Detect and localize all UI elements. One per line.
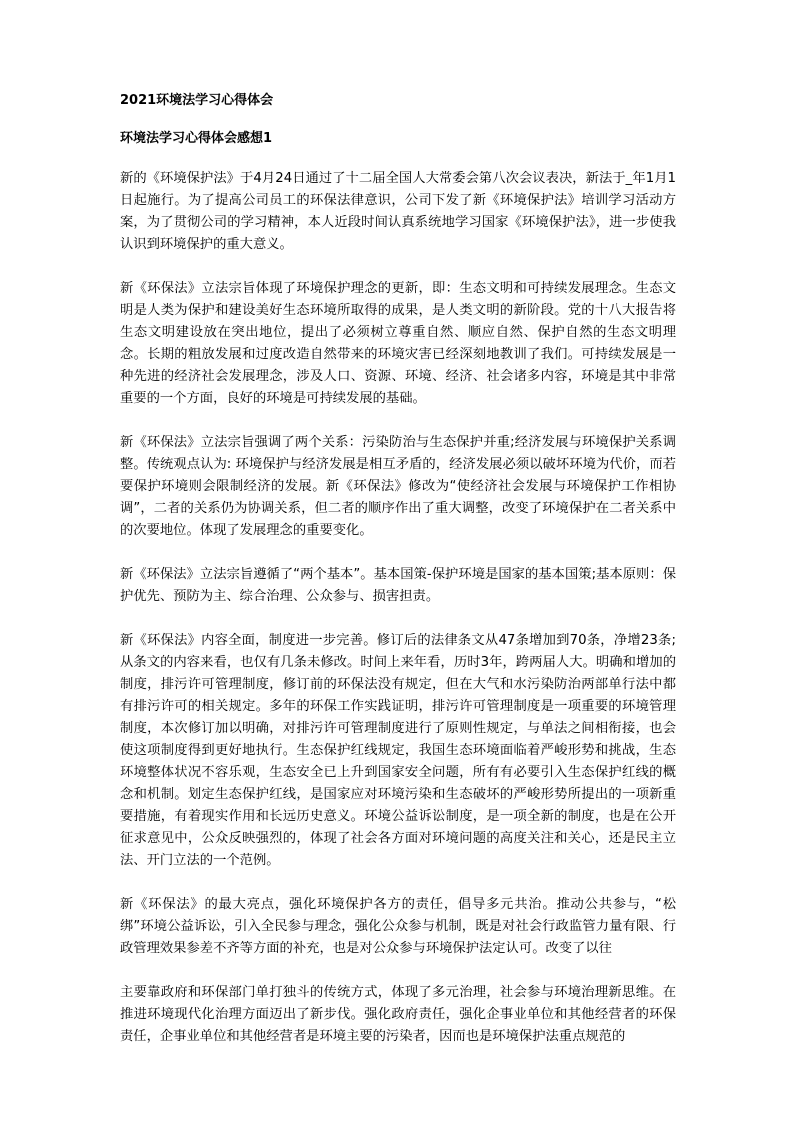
paragraph-6: 新《环保法》的最大亮点，强化环境保护各方的责任，倡导多元共治。推动公共参与，“松绑”环境公益诉讼，引入全民参与理念，强化公众参与机制，既是对社会行政监管力量有限、行政管理效果参差不齐等方面的补充，也是对公众参与环境保护法定认可。改变了以往 <box>120 897 676 956</box>
paragraph-7: 主要靠政府和环保部门单打独斗的传统方式，体现了多元治理，社会参与环境治理新思维。在推进环境现代化治理方面迈出了新步伐。强化政府责任，强化企事业单位和其他经营者的环保责任，企事业单位和其他经营者是环境主要的污染者，因而也是环境保护法重点规范的 <box>120 985 676 1044</box>
document-page <box>120 92 676 1070</box>
paragraph-4: 新《环保法》立法宗旨遵循了“两个基本”。基本国策-保护环境是国家的基本国策;基本原则：保护优先、预防为主、综合治理、公众参与、损害担责。 <box>120 567 676 604</box>
paragraph-1: 新的《环境保护法》于4月24日通过了十二届全国人大常委会第八次会议表决，新法于_年1月1日起施行。为了提高公司员工的环保法律意识，公司下发了新《环境保护法》培训学习活动方案，为了贯彻公司的学习精神，本人近段时间认真系统地学习国家《环境保护法》，进一步使我认识到环境保护的重大意义。 <box>120 171 676 252</box>
document-subtitle: 环境法学习心得体会感想1 <box>120 131 273 146</box>
paragraph-5: 新《环保法》内容全面，制度进一步完善。修订后的法律条文从47条增加到70条，净增23条;从条文的内容来看，也仅有几条未修改。时间上来年看，历时3年，跨两届人大。明确和增加的制度，排污许可管理制度，修订前的环保法没有规定，但在大气和水污染防治两部单行法中都有排污许可的相关规定。多年的环保工作实践证明，排污许可管理制度是一项重要的环境管理制度，本次修订加以明确，对排污许可管理制度进行了原则性规定，与单法之间相衔接，也会使这项制度得到更好地执行。生态保护红线规定，我国生态环境面临着严峻形势和挑战，生态环境整体状况不容乐观，生态安全已上升到国家安全问题，所有有必要引入生态保护红线的概念和机制。划定生态保护红线，是国家应对环境污染和生态破坏的严峻形势所提出的一项新重要措施，有着现实作用和长远历史意义。环境公益诉讼制度，是一项全新的制度，也是在公开征求意见中，公众反映强烈的，体现了社会各方面对环境问题的高度关注和关心，还是民主立法、开门立法的一个范例。 <box>120 633 676 868</box>
paragraph-2: 新《环保法》立法宗旨体现了环境保护理念的更新，即：生态文明和可持续发展理念。生态文明是人类为保护和建设美好生态环境所取得的成果，是人类文明的新阶段。党的十八大报告将生态文明建设放在突出地位，提出了必须树立尊重自然、顺应自然、保护自然的生态文明理念。长期的粗放发展和过度改造自然带来的环境灾害已经深刻地教训了我们。可持续发展是一种先进的经济社会发展理念，涉及人口、资源、环境、经济、社会诸多内容，环境是其中非常重要的一个方面，良好的环境是可持续发展的基础。 <box>120 281 676 406</box>
paragraph-3: 新《环保法》立法宗旨强调了两个关系：污染防治与生态保护并重;经济发展与环境保护关系调整。传统观点认为: 环境保护与经济发展是相互矛盾的，经济发展必须以破坏环境为代价，而若要保护环境则会限制经济的发展。新《环保法》修改为“使经济社会发展与环境保护工作相协调”，二者的关系仍为协调关系，但二者的顺序作出了重大调整，改变了环境保护在二者关系中的次要地位。体现了发展理念的重要变化。 <box>120 435 676 538</box>
document-title: 2021环境法学习心得体会 <box>120 93 274 108</box>
